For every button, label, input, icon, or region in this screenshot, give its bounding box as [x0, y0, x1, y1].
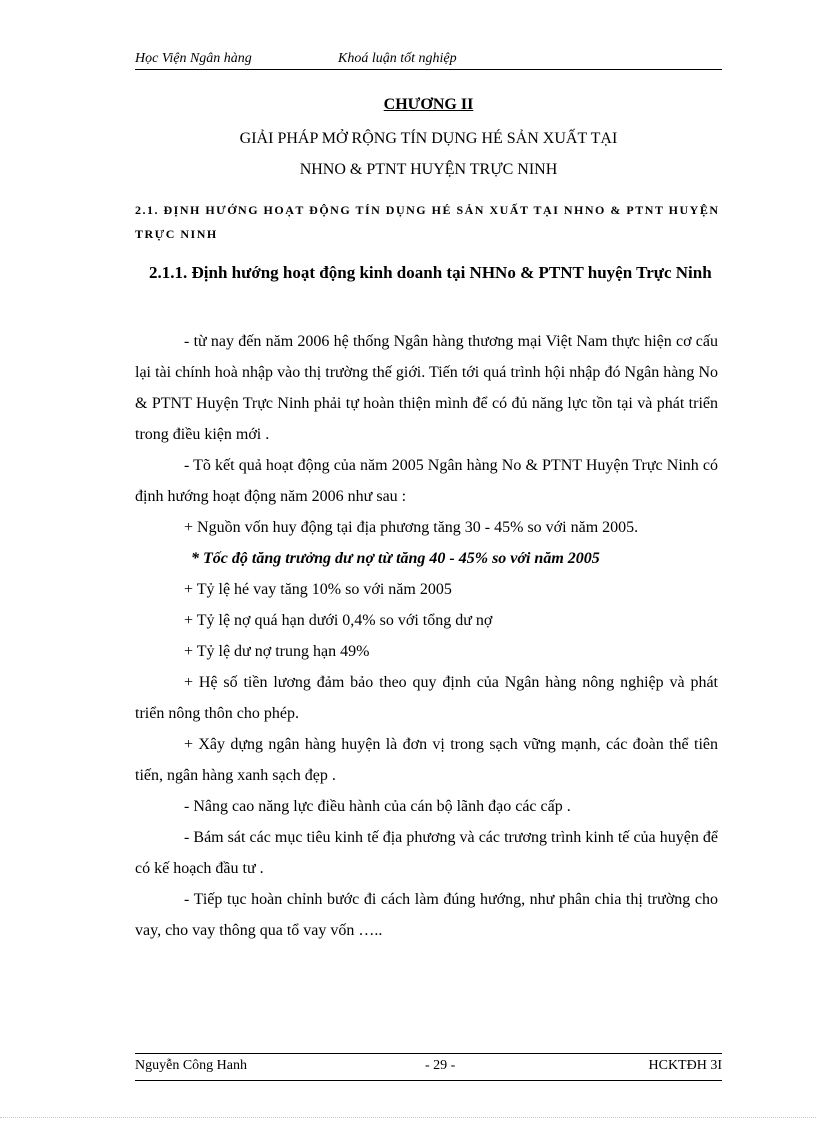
paragraph: - Bám sát các mục tiêu kinh tế địa phương và các trương trình kinh tế của huyện để có kế hoạch đầu tư . — [135, 829, 718, 877]
chapter-subtitle-line2: NHNO & PTNT HUYỆN TRỰC NINH — [299, 161, 558, 178]
page-footer — [135, 1053, 722, 1076]
paragraph: + Tỷ lệ dư nợ trung hạn 49% — [184, 643, 370, 660]
chapter-title: CHƯƠNG II — [383, 96, 474, 113]
paragraph: + Xây dựng ngân hàng huyện là đơn vị trong sạch vững mạnh, các đoàn thể tiên tiến, ngân hàng xanh sạch đẹp . — [135, 736, 718, 784]
section-heading: 2.1. ĐỊNH HƯỚNG HOẠT ĐỘNG TÍN DỤNG HÉ SẢN XUẤT TẠI NHNO & PTNT HUYỆN TRỰC NINH — [135, 203, 720, 241]
header-doc-type: Khoá luận tốt nghiệp — [338, 51, 457, 66]
paragraph: - Tõ kết quả hoạt động của năm 2005 Ngân hàng No & PTNT Huyện Trực Ninh có định hướng hoạt động năm 2006 như sau : — [135, 457, 718, 505]
paragraph: - Nâng cao năng lực điều hành của cán bộ lãnh đạo các cấp . — [184, 798, 571, 815]
paragraph: - Tiếp tục hoàn chỉnh bước đi cách làm đúng hướng, như phân chia thị trường cho vay, cho vay thông qua tổ vay vốn ….. — [135, 891, 718, 939]
subsection-heading: 2.1.1. Định hướng hoạt động kinh doanh tại NHNo & PTNT huyện Trực Ninh — [149, 263, 712, 282]
footer-page-number: - 29 - — [425, 1058, 456, 1073]
header-institution: Học Viện Ngân hàng — [135, 51, 252, 66]
paragraph: + Tỷ lệ nợ quá hạn dưới 0,4% so với tổng dư nợ — [184, 612, 493, 629]
paragraph: + Nguồn vốn huy động tại địa phương tăng 30 - 45% so với năm 2005. — [184, 519, 639, 536]
footer-class-code: HCKTĐH 3I — [648, 1058, 722, 1073]
body-text — [135, 326, 718, 946]
page-header — [135, 50, 722, 70]
footer-rule — [135, 1080, 722, 1081]
paragraph: + Tỷ lệ hé vay tăng 10% so với năm 2005 — [184, 581, 452, 598]
emphasis-line: * Tốc độ tăng trưởng dư nợ từ tăng 40 - 45% so với năm 2005 — [191, 550, 600, 567]
paragraph: - từ nay đến năm 2006 hệ thống Ngân hàng thương mại Việt Nam thực hiện cơ cấu lại tài chính hoà nhập vào thị trường thế giới. Tiến tới quá trình hội nhập đó Ngân hàng No & PTNT Huyện Trực Ninh phải tự hoàn thiện mình để có đủ năng lực tồn tại và phát triển trong điều kiện mới . — [135, 333, 718, 443]
footer-author: Nguyễn Công Hanh — [135, 1058, 247, 1073]
paragraph: + Hệ số tiền lương đảm bảo theo quy định của Ngân hàng nông nghiệp và phát triển nông thôn cho phép. — [135, 674, 718, 722]
page-edge-divider — [0, 1117, 816, 1118]
chapter-subtitle-line1: GIẢI PHÁP MỞ RỘNG TÍN DỤNG HÉ SẢN XUẤT TẠI — [239, 130, 618, 147]
